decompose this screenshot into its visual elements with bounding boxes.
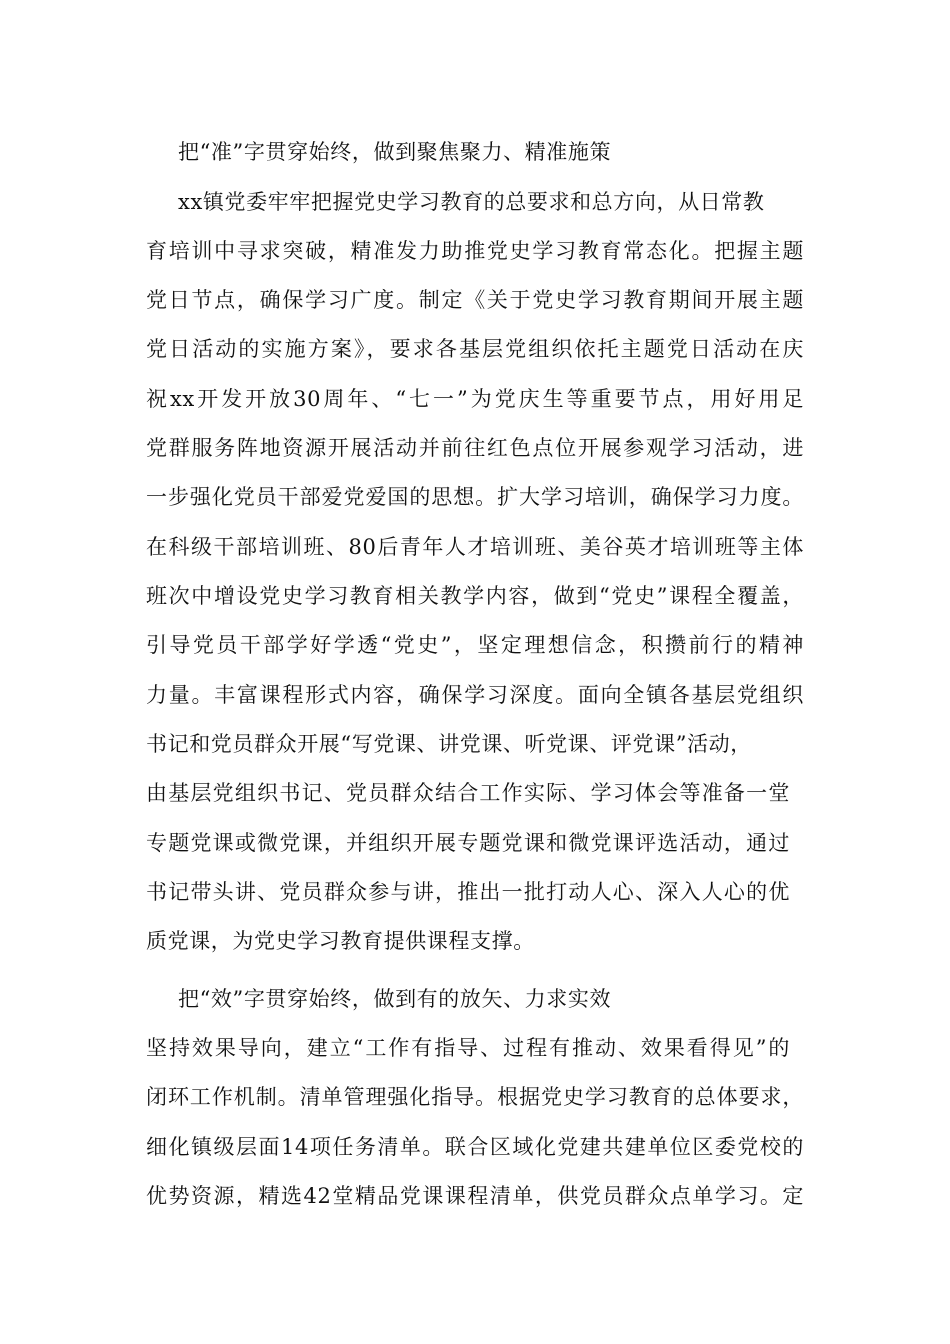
section-heading-1: 把“准”字贯穿始终，做到聚焦聚力、精准施策: [178, 140, 612, 164]
paragraph-line: 党日节点，确保学习广度。制定《关于党史学习教育期间开展主题: [146, 288, 804, 312]
paragraph-line: 一步强化党员干部爱党爱国的思想。扩大学习培训，确保学习力度。: [146, 485, 804, 509]
paragraph-line: 专题党课或微党课，并组织开展专题党课和微党课评选活动，通过: [146, 831, 790, 855]
paragraph-line: 书记带头讲、党员群众参与讲，推出一批打动人心、深入人心的优: [146, 880, 790, 904]
paragraph-line: 引导党员干部学好学透“党史”，坚定理想信念，积攒前行的精神: [146, 633, 804, 657]
paragraph-line: 力量。丰富课程形式内容，确保学习深度。面向全镇各基层党组织: [146, 683, 804, 707]
paragraph-line: 在科级干部培训班、80后青年人才培训班、美谷英才培训班等主体: [146, 535, 804, 559]
paragraph-line: 细化镇级层面14项任务清单。联合区域化党建共建单位区委党校的: [146, 1135, 804, 1159]
paragraph-line: 党日活动的实施方案》，要求各基层党组织依托主题党日活动在庆: [146, 337, 804, 361]
paragraph-line: 祝xx开发开放30周年、“七一”为党庆生等重要节点，用好用足: [146, 387, 804, 411]
section-heading-2: 把“效”字贯穿始终，做到有的放矢、力求实效: [178, 987, 612, 1011]
paragraph-line: 班次中增设党史学习教育相关教学内容，做到“党史”课程全覆盖，: [146, 584, 804, 608]
paragraph-line: 书记和党员群众开展“写党课、讲党课、听党课、评党课”活动，: [146, 732, 752, 756]
paragraph-line: 由基层党组织书记、党员群众结合工作实际、学习体会等准备一堂: [146, 781, 790, 805]
paragraph-line: xx镇党委牢牢把握党史学习教育的总要求和总方向，从日常教: [178, 190, 765, 214]
paragraph-line: 优势资源，精选42堂精品党课课程清单，供党员群众点单学习。定: [146, 1184, 804, 1208]
paragraph-line: 坚持效果导向，建立“工作有指导、过程有推动、效果看得见”的: [146, 1036, 790, 1060]
paragraph-line: 党群服务阵地资源开展活动并前往红色点位开展参观学习活动，进: [146, 436, 804, 460]
paragraph-line: 育培训中寻求突破，精准发力助推党史学习教育常态化。把握主题: [146, 239, 804, 263]
paragraph-line: 闭环工作机制。清单管理强化指导。根据党史学习教育的总体要求，: [146, 1085, 804, 1109]
paragraph-line: 质党课，为党史学习教育提供课程支撑。: [146, 929, 535, 953]
